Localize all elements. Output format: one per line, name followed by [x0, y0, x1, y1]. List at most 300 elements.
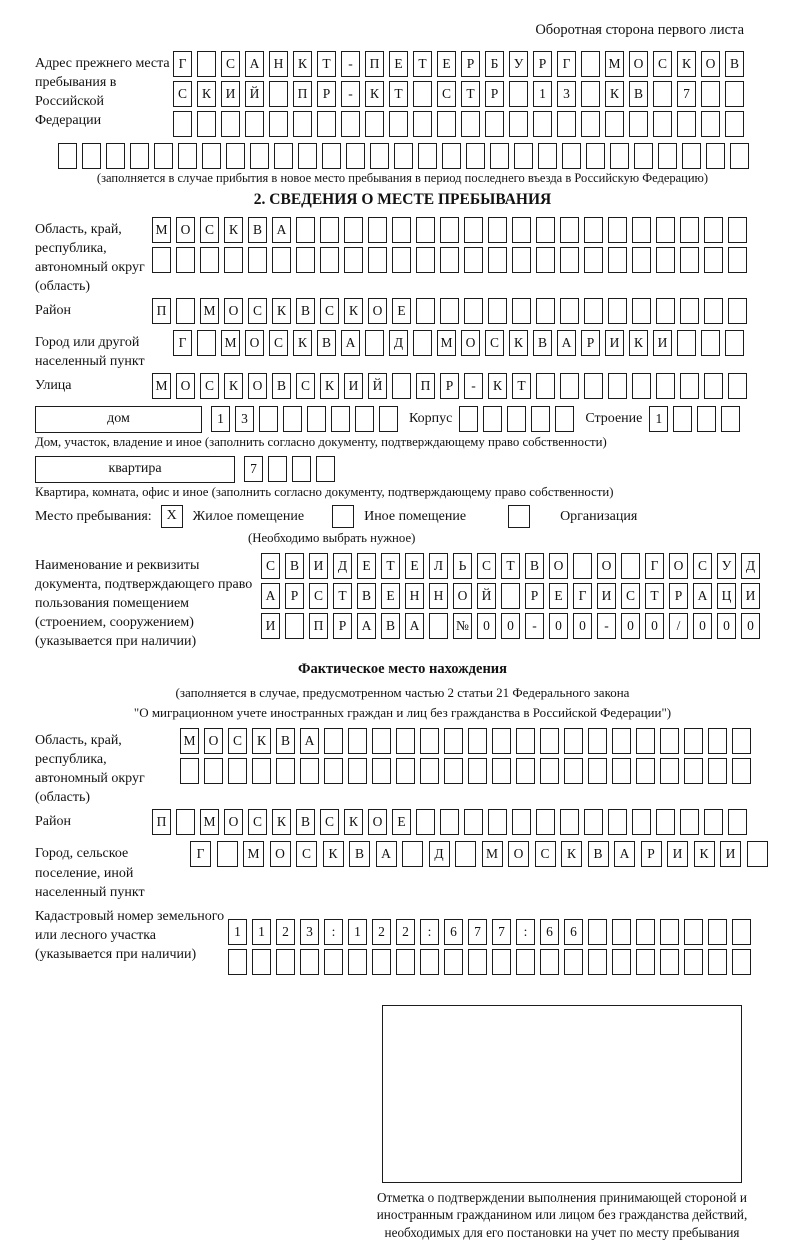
char-box: Е	[357, 553, 376, 579]
char-box	[485, 111, 504, 137]
char-box: М	[200, 809, 219, 835]
char-box: С	[296, 373, 315, 399]
char-box	[536, 298, 555, 324]
char-box	[555, 406, 574, 432]
char-box: А	[272, 217, 291, 243]
char-box: 1	[211, 406, 230, 432]
char-box	[488, 298, 507, 324]
char-box	[464, 809, 483, 835]
char-box: 0	[477, 613, 496, 639]
char-box	[154, 143, 173, 169]
char-box	[540, 949, 559, 975]
char-box	[176, 809, 195, 835]
char-box	[581, 81, 600, 107]
char-box	[512, 247, 531, 273]
char-box: Р	[641, 841, 662, 867]
region-block	[35, 217, 770, 296]
fact-region-label: Область, край, республика, автономный округ (область)	[35, 733, 145, 806]
char-box	[355, 406, 374, 432]
char-box: Р	[669, 583, 688, 609]
char-box: 7	[244, 456, 263, 482]
char-box: М	[200, 298, 219, 324]
char-box	[584, 809, 603, 835]
char-box	[197, 51, 216, 77]
char-box: Р	[485, 81, 504, 107]
char-box	[704, 373, 723, 399]
char-box-row	[152, 809, 770, 835]
char-box: А	[376, 841, 397, 867]
char-box: 0	[717, 613, 736, 639]
char-box: -	[464, 373, 483, 399]
char-box	[58, 143, 77, 169]
char-box: С	[269, 330, 288, 356]
char-box: С	[437, 81, 456, 107]
char-box	[420, 728, 439, 754]
char-box	[501, 583, 520, 609]
char-box: О	[597, 553, 616, 579]
char-box	[396, 949, 415, 975]
char-box	[420, 758, 439, 784]
char-box	[461, 111, 480, 137]
char-box	[725, 81, 744, 107]
stroenie-label: Строение	[585, 411, 643, 427]
char-box	[324, 949, 343, 975]
char-box	[224, 247, 243, 273]
char-box	[584, 247, 603, 273]
prev-address-rows	[173, 51, 770, 141]
char-box: -	[341, 51, 360, 77]
char-box	[704, 247, 723, 273]
char-box	[540, 728, 559, 754]
district-block	[35, 298, 770, 328]
option-organization-label: Организация	[560, 508, 638, 524]
char-box: 2	[372, 919, 391, 945]
char-box: М	[152, 373, 171, 399]
char-box: О	[270, 841, 291, 867]
char-box-row	[58, 143, 770, 169]
document-block	[35, 553, 770, 651]
char-box	[324, 758, 343, 784]
char-box	[728, 373, 747, 399]
char-box	[612, 728, 631, 754]
char-box	[440, 298, 459, 324]
char-box	[468, 758, 487, 784]
char-box	[269, 111, 288, 137]
char-box: С	[200, 373, 219, 399]
char-box: Е	[392, 298, 411, 324]
char-box	[331, 406, 350, 432]
char-box	[180, 758, 199, 784]
char-box	[531, 406, 550, 432]
char-box: О	[368, 809, 387, 835]
char-box	[682, 143, 701, 169]
char-box	[721, 406, 740, 432]
char-box: М	[152, 217, 171, 243]
char-box: С	[485, 330, 504, 356]
char-box-row	[180, 728, 770, 754]
char-box	[708, 919, 727, 945]
char-box: К	[320, 373, 339, 399]
char-box	[300, 949, 319, 975]
char-box	[612, 949, 631, 975]
char-box	[701, 111, 720, 137]
char-box: Р	[333, 613, 352, 639]
char-box: 3	[235, 406, 254, 432]
checkbox-other-premises	[332, 505, 354, 528]
char-box	[296, 217, 315, 243]
char-box	[440, 247, 459, 273]
char-box: С	[320, 298, 339, 324]
char-box	[728, 247, 747, 273]
char-box: С	[653, 51, 672, 77]
char-box	[252, 949, 271, 975]
char-box: В	[296, 298, 315, 324]
char-box	[130, 143, 149, 169]
char-box	[372, 949, 391, 975]
char-box	[396, 758, 415, 784]
char-box: Т	[501, 553, 520, 579]
char-box: Р	[461, 51, 480, 77]
char-box	[516, 728, 535, 754]
char-box	[204, 758, 223, 784]
char-box: О	[453, 583, 472, 609]
char-box: 2	[276, 919, 295, 945]
char-box	[276, 758, 295, 784]
char-box: О	[701, 51, 720, 77]
char-box	[608, 373, 627, 399]
char-box: А	[341, 330, 360, 356]
char-box: С	[296, 841, 317, 867]
char-box: С	[261, 553, 280, 579]
char-box: И	[261, 613, 280, 639]
char-box-row	[261, 583, 770, 609]
char-box: Г	[173, 51, 192, 77]
char-box: Й	[477, 583, 496, 609]
char-box	[296, 247, 315, 273]
char-box: 2	[396, 919, 415, 945]
char-box	[226, 143, 245, 169]
char-box	[444, 949, 463, 975]
char-box: 1	[533, 81, 552, 107]
char-box: В	[272, 373, 291, 399]
char-box	[344, 217, 363, 243]
char-box	[557, 111, 576, 137]
char-box	[536, 373, 555, 399]
char-box: 6	[540, 919, 559, 945]
char-box	[564, 758, 583, 784]
region-label: Область, край, республика, автономный округ (область)	[35, 222, 145, 295]
char-box	[732, 758, 751, 784]
char-box	[708, 758, 727, 784]
char-box	[660, 758, 679, 784]
char-box: В	[725, 51, 744, 77]
char-box: К	[629, 330, 648, 356]
city-block	[35, 330, 770, 371]
char-box: Р	[440, 373, 459, 399]
char-box: Т	[461, 81, 480, 107]
char-box	[250, 143, 269, 169]
house-caption: Дом, участок, владение и иное (заполнить согласно документу, подтверждающему право собственности)	[35, 435, 607, 450]
char-box: :	[516, 919, 535, 945]
char-box: А	[245, 51, 264, 77]
char-box: В	[296, 809, 315, 835]
char-box: О	[508, 841, 529, 867]
char-box	[372, 758, 391, 784]
char-box: К	[344, 809, 363, 835]
char-box: 6	[564, 919, 583, 945]
char-box: -	[525, 613, 544, 639]
char-box	[466, 143, 485, 169]
char-box	[586, 143, 605, 169]
char-box	[416, 298, 435, 324]
char-box	[488, 217, 507, 243]
stamp-area	[366, 1005, 758, 1242]
district-label: Район	[35, 303, 71, 319]
char-box	[507, 406, 526, 432]
char-box: Д	[429, 841, 450, 867]
char-box	[533, 111, 552, 137]
char-box: О	[224, 298, 243, 324]
char-box	[320, 247, 339, 273]
char-box	[684, 919, 703, 945]
city-label: Город или другой населенный пункт	[35, 335, 145, 370]
char-box: К	[293, 51, 312, 77]
char-box: П	[365, 51, 384, 77]
char-box: Т	[317, 51, 336, 77]
option-residential-label: Жилое помещение	[192, 508, 305, 524]
char-box: Е	[392, 809, 411, 835]
char-box	[560, 247, 579, 273]
char-box	[368, 247, 387, 273]
char-box: Е	[389, 51, 408, 77]
char-box: Р	[317, 81, 336, 107]
char-box	[283, 406, 302, 432]
char-box	[660, 919, 679, 945]
char-box: Л	[429, 553, 448, 579]
char-box	[152, 247, 171, 273]
char-box	[725, 111, 744, 137]
char-box: И	[597, 583, 616, 609]
char-box	[656, 217, 675, 243]
char-box: Ц	[717, 583, 736, 609]
char-box	[584, 298, 603, 324]
char-box	[684, 949, 703, 975]
char-box: М	[243, 841, 264, 867]
char-box-row	[244, 456, 340, 482]
char-box	[442, 143, 461, 169]
char-box: С	[477, 553, 496, 579]
char-box	[346, 143, 365, 169]
char-box	[468, 728, 487, 754]
char-box: С	[228, 728, 247, 754]
char-box: И	[653, 330, 672, 356]
place-type-label: Место пребывания:	[35, 508, 152, 524]
char-box: Т	[645, 583, 664, 609]
char-box	[341, 111, 360, 137]
char-box: 0	[621, 613, 640, 639]
char-box: Р	[533, 51, 552, 77]
char-box	[492, 728, 511, 754]
char-box: Т	[389, 81, 408, 107]
char-box: Т	[333, 583, 352, 609]
char-box	[429, 613, 448, 639]
char-box: В	[357, 583, 376, 609]
char-box	[444, 728, 463, 754]
char-box-row	[261, 613, 770, 639]
char-box	[202, 143, 221, 169]
char-box	[629, 111, 648, 137]
char-box	[440, 217, 459, 243]
char-box: 0	[573, 613, 592, 639]
char-box	[488, 809, 507, 835]
char-box: И	[605, 330, 624, 356]
char-box-row	[459, 406, 579, 432]
char-box: К	[605, 81, 624, 107]
char-box	[608, 247, 627, 273]
char-box: Р	[525, 583, 544, 609]
char-box	[274, 143, 293, 169]
char-box: 1	[348, 919, 367, 945]
char-box	[636, 758, 655, 784]
char-box: Е	[381, 583, 400, 609]
char-box	[468, 949, 487, 975]
char-box: К	[344, 298, 363, 324]
fact-title: Фактическое место нахождения	[298, 661, 507, 678]
char-box: К	[509, 330, 528, 356]
section2-title: 2. СВЕДЕНИЯ О МЕСТЕ ПРЕБЫВАНИЯ	[253, 191, 552, 208]
char-box	[605, 111, 624, 137]
char-box: 6	[444, 919, 463, 945]
char-box	[584, 217, 603, 243]
char-box	[536, 809, 555, 835]
char-box	[370, 143, 389, 169]
char-box	[656, 298, 675, 324]
char-box	[459, 406, 478, 432]
char-box: Н	[405, 583, 424, 609]
fact-region-block	[35, 728, 770, 807]
char-box	[228, 949, 247, 975]
char-box	[298, 143, 317, 169]
char-box	[673, 406, 692, 432]
char-box	[402, 841, 423, 867]
char-box	[706, 143, 725, 169]
char-box	[708, 949, 727, 975]
char-box: В	[629, 81, 648, 107]
char-box: К	[272, 809, 291, 835]
char-box	[197, 111, 216, 137]
char-box: Д	[333, 553, 352, 579]
char-box: А	[693, 583, 712, 609]
char-box	[396, 728, 415, 754]
char-box	[413, 330, 432, 356]
char-box	[632, 247, 651, 273]
char-box	[588, 919, 607, 945]
char-box	[612, 758, 631, 784]
char-box	[608, 298, 627, 324]
char-box	[418, 143, 437, 169]
char-box	[730, 143, 749, 169]
char-box-row	[152, 217, 770, 243]
char-box	[348, 728, 367, 754]
char-box	[440, 809, 459, 835]
cadastre-block	[35, 904, 770, 979]
char-box: А	[557, 330, 576, 356]
char-box	[680, 809, 699, 835]
char-box: №	[453, 613, 472, 639]
char-box: 0	[501, 613, 520, 639]
char-box: К	[272, 298, 291, 324]
char-box: Т	[512, 373, 531, 399]
char-box: О	[224, 809, 243, 835]
house-row	[35, 405, 770, 433]
prev-address-label: Адрес прежнего места пребывания в Российской Федерации	[35, 56, 170, 129]
char-box	[492, 758, 511, 784]
char-box: С	[248, 298, 267, 324]
char-box	[444, 758, 463, 784]
char-box: Г	[557, 51, 576, 77]
char-box	[680, 217, 699, 243]
char-box: М	[605, 51, 624, 77]
char-box	[581, 51, 600, 77]
char-box: В	[525, 553, 544, 579]
char-box	[176, 247, 195, 273]
char-box	[416, 217, 435, 243]
char-box: Т	[381, 553, 400, 579]
char-box	[701, 81, 720, 107]
char-box: Г	[573, 583, 592, 609]
char-box-row	[228, 919, 770, 945]
char-box	[704, 809, 723, 835]
char-box: О	[248, 373, 267, 399]
char-box	[656, 247, 675, 273]
char-box: Д	[389, 330, 408, 356]
char-box	[704, 217, 723, 243]
char-box: :	[324, 919, 343, 945]
fact-note-2: "О миграционном учете иностранных граждан и лиц без гражданства в Российской Федерации")	[133, 705, 672, 721]
char-box: Г	[173, 330, 192, 356]
char-box	[293, 111, 312, 137]
char-box	[653, 111, 672, 137]
char-box	[632, 373, 651, 399]
char-box	[656, 809, 675, 835]
char-box: М	[482, 841, 503, 867]
char-box	[536, 217, 555, 243]
char-box-row	[180, 758, 770, 784]
char-box	[632, 298, 651, 324]
char-box: М	[180, 728, 199, 754]
char-box: Н	[269, 51, 288, 77]
char-box	[680, 373, 699, 399]
street-block	[35, 373, 770, 403]
char-box: 3	[557, 81, 576, 107]
char-box: Б	[485, 51, 504, 77]
char-box	[416, 247, 435, 273]
char-box: К	[561, 841, 582, 867]
char-box: В	[276, 728, 295, 754]
char-box	[632, 809, 651, 835]
char-box-row	[649, 406, 745, 432]
char-box: Т	[413, 51, 432, 77]
char-box	[413, 81, 432, 107]
char-box: К	[224, 217, 243, 243]
char-box	[728, 298, 747, 324]
char-box	[268, 456, 287, 482]
char-box: К	[677, 51, 696, 77]
char-box: К	[323, 841, 344, 867]
char-box	[200, 247, 219, 273]
char-box: 0	[741, 613, 760, 639]
char-box	[512, 217, 531, 243]
